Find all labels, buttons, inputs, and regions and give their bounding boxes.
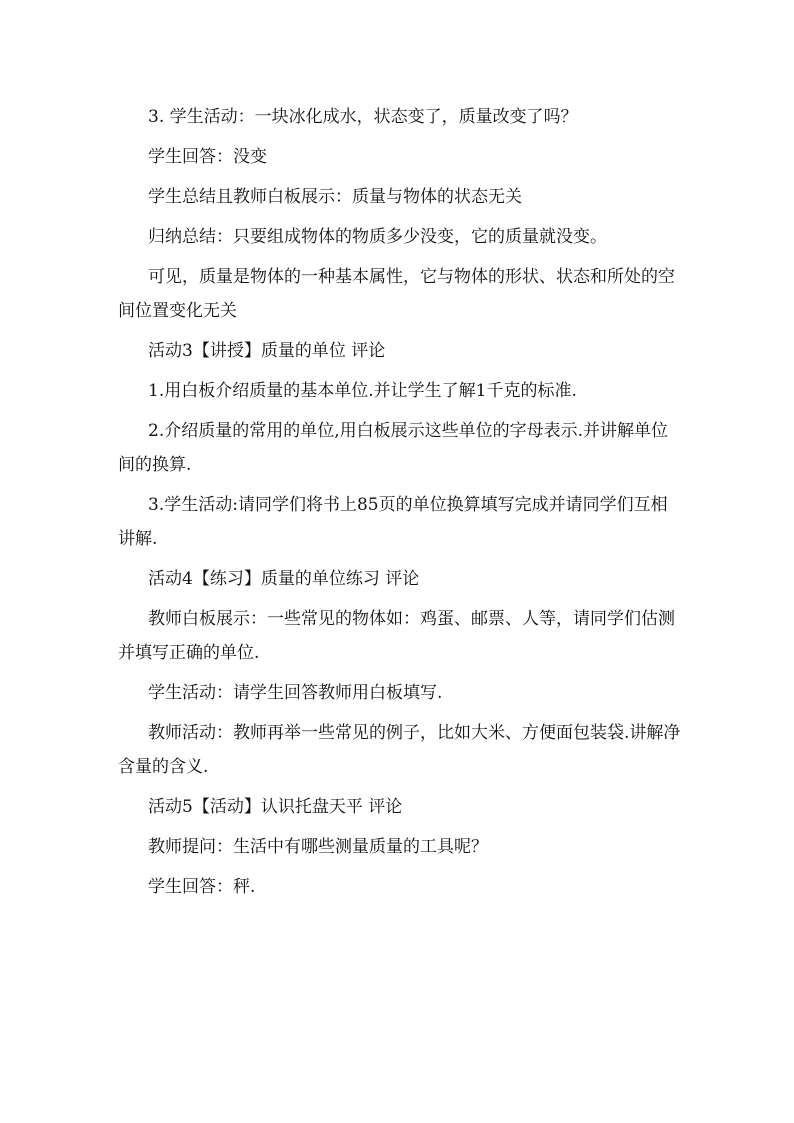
paragraph-student-answer-unchanged: 学生回答：没变 (148, 147, 267, 167)
paragraph-basic-unit: 1.用白板介绍质量的基本单位.并让学生了解1千克的标准. (148, 381, 577, 401)
paragraph-common-units: 2.介绍质量的常用的单位,用白板展示这些单位的字母表示.并讲解单位间的换算. (118, 421, 669, 475)
paragraph-student-whiteboard: 学生活动：请学生回答教师用白板填写. (148, 683, 443, 703)
paragraph-teacher-examples: 教师活动：教师再举一些常见的例子，比如大米、方便面包装袋.讲解净含量的含义. (118, 723, 681, 777)
paragraph-student-answer-scale: 学生回答：秤. (148, 877, 256, 897)
document-body (118, 100, 684, 904)
paragraph-mass-property: 可见，质量是物体的一种基本属性，它与物体的形状、状态和所处的空间位置变化无关 (118, 267, 675, 321)
paragraph-teacher-question: 教师提问：生活中有哪些测量质量的工具呢？ (148, 837, 488, 857)
paragraph-summary-state: 学生总结且教师白板展示：质量与物体的状态无关 (148, 187, 522, 207)
heading-activity-3: 活动3【讲授】质量的单位 评论 (148, 341, 386, 361)
paragraph-whiteboard-estimation: 教师白板展示：一些常见的物体如：鸡蛋、邮票、人等，请同学们估测并填写正确的单位. (118, 609, 675, 663)
heading-activity-5: 活动5【活动】认识托盘天平 评论 (148, 797, 403, 817)
paragraph-conclusion-matter: 归纳总结：只要组成物体的物质多少没变，它的质量就没变。 (148, 227, 607, 247)
paragraph-unit-conversion-activity: 3.学生活动:请同学们将书上85页的单位换算填写完成并请同学们互相讲解. (118, 495, 668, 549)
paragraph-student-activity-ice: 3. 学生活动：一块冰化成水，状态变了，质量改变了吗？ (148, 107, 578, 127)
heading-activity-4: 活动4【练习】质量的单位练习 评论 (148, 569, 420, 589)
